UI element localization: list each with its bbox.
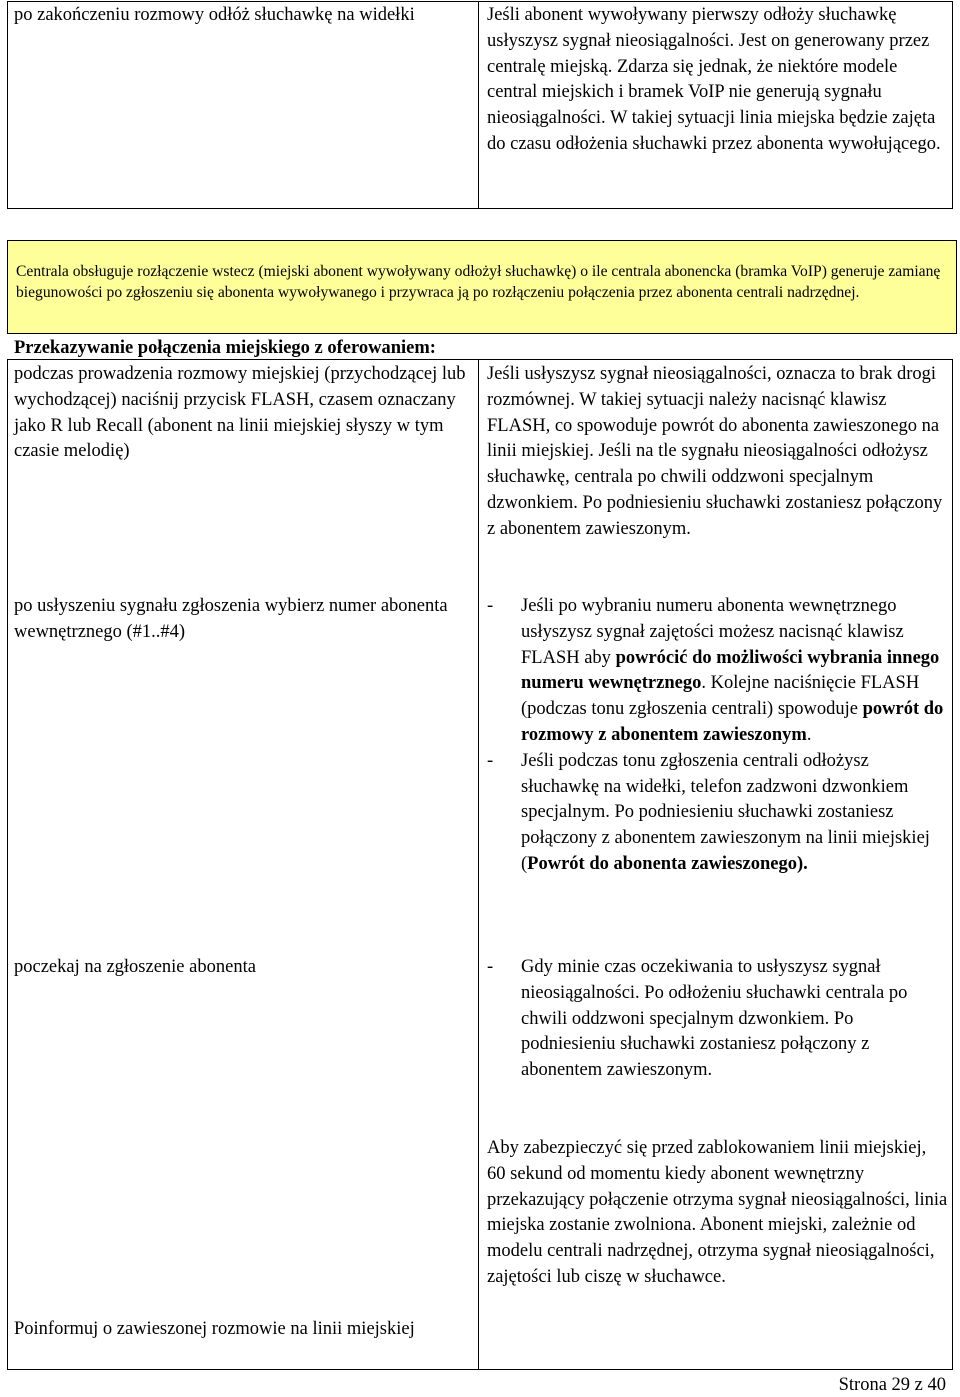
note-box	[7, 240, 957, 334]
dash-bullet: -	[487, 957, 494, 977]
top-table-left-cell	[14, 3, 469, 29]
row4-left-cell	[14, 1317, 476, 1343]
row3-right-cell	[487, 955, 949, 1084]
list-item-text: .	[806, 724, 812, 745]
row3-right-paragraph	[487, 1136, 949, 1291]
list-item-text: Gdy minie czas oczekiwania to usłyszysz sygnał nieosiągalności. Po odłożeniu słuchawki centrala po chwili oddzwoni specjalnym dzwonkiem. Po podniesieniu słuchawki zostaniesz połączony z abonentem zawieszonym.	[521, 957, 908, 1081]
row2-right-cell	[487, 594, 949, 878]
emphasis-text: powrócić do możliwości wybrania innego numeru wewnętrznego	[521, 647, 940, 694]
list-item	[487, 749, 949, 878]
instruction-text: po zakończeniu rozmowy odłóż słuchawkę na widełki	[14, 5, 415, 25]
instruction-text: podczas prowadzenia rozmowy miejskiej (przychodzącej lub wychodzącej) naciśnij przycisk FLASH, czasem oznaczany jako R lub Recall (abonent na linii miejskiej słyszy w tym czasie melodię)	[14, 364, 466, 462]
section-heading: Przekazywanie połączenia miejskiego z oferowaniem:	[14, 338, 436, 358]
row1-left-cell	[14, 362, 476, 465]
note-text: Centrala obsługuje rozłączenie wstecz (miejski abonent wywoływany odłożył słuchawkę) o ile centrala abonencka (bramka VoIP) generuje zamianę biegunowości po zgłoszeniu się abonenta wywoływanego i przywraca ją po rozłączeniu połączenia przez abonenta centrali nadrzędnej.	[16, 262, 941, 301]
description-text: Jeśli usłyszysz sygnał nieosiągalności, oznacza to brak drogi rozmównej. W takiej sytuacji należy nacisnąć klawisz FLASH, co spowoduje powrót do abonenta zawieszonego na linii miejskiej. Jeśli na tle sygnału nieosiągalności odłożysz słuchawkę, centrala po chwili oddzwoni specjalnym dzwonkiem. Po podniesieniu słuchawki zostaniesz połączony z abonentem zawieszonym.	[487, 364, 943, 539]
row3-left-cell	[14, 955, 476, 981]
column-divider	[478, 360, 479, 1369]
row2-left-cell	[14, 594, 476, 646]
dash-bullet: -	[487, 596, 494, 616]
list-item	[487, 955, 949, 1084]
emphasis-text: powrót do rozmowy z abonentem zawieszonym	[521, 699, 944, 745]
list-item-text: Jeśli po wybraniu numeru abonenta wewnętrznego usłyszysz sygnał zajętości możesz nacisnąć klawisz FLASH aby	[521, 596, 904, 668]
column-divider	[478, 2, 479, 208]
dash-bullet: -	[487, 750, 494, 771]
top-table-right-cell	[487, 3, 949, 158]
page-number: Strona 29 z 40	[838, 1375, 946, 1395]
list-item-text: . Kolejne naciśnięcie FLASH (podczas tonu zgłoszenia centrali) spowoduje	[521, 673, 920, 720]
instruction-text: poczekaj na zgłoszenie abonenta	[14, 957, 256, 977]
description-text: Aby zabezpieczyć się przed zablokowaniem linii miejskiej, 60 sekund od momentu kiedy abonent wewnętrzny przekazujący połączenie otrzyma sygnał nieosiągalności, linia miejska zostanie zwolniona. Abonent miejski, zależnie od modelu centrali nadrzędnej, otrzyma sygnał nieosiągalności, zajętości lub ciszę w słuchawce.	[487, 1138, 948, 1287]
row1-right-cell	[487, 362, 949, 543]
list-item	[487, 594, 949, 749]
emphasis-text: Powrót do abonenta zawieszonego).	[527, 853, 808, 874]
description-text: Jeśli abonent wywoływany pierwszy odłoży słuchawkę usłyszysz sygnał nieosiągalności. Jest on generowany przez centralę miejską. Zdarza się jednak, że niektóre modele central miejskich i bramek VoIP nie generują sygnału nieosiągalności. W takiej sytuacji linia miejska będzie zajęta do czasu odłożenia słuchawki przez abonenta wywołującego.	[487, 5, 941, 154]
list-item-text: Jeśli podczas tonu zgłoszenia centrali odłożysz słuchawkę na widełki, telefon zadzwoni dzwonkiem specjalnym. Po podniesieniu słuchawki zostaniesz połączony z abonentem zawieszonym na linii miejskiej (	[521, 750, 930, 874]
instruction-text: Poinformuj o zawieszonej rozmowie na linii miejskiej	[14, 1319, 415, 1339]
instruction-text: po usłyszeniu sygnału zgłoszenia wybierz numer abonenta wewnętrznego (#1..#4)	[14, 596, 448, 642]
